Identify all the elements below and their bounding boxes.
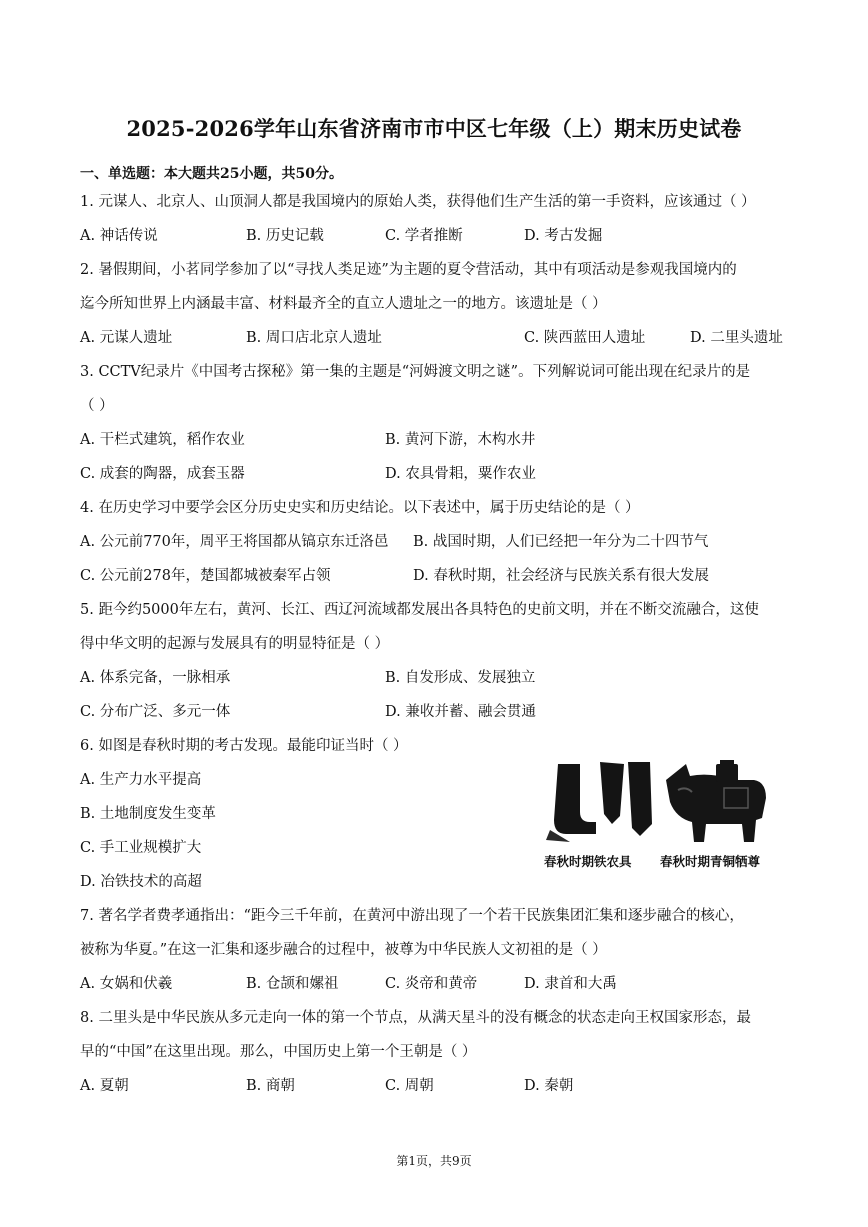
option-b[interactable]: B. 自发形成、发展独立 bbox=[385, 670, 536, 686]
option-c[interactable]: C. 公元前278年，楚国都城被秦军占领 bbox=[80, 568, 331, 584]
figure-caption-left: 春秋时期铁农具 bbox=[544, 854, 632, 869]
question-3-options-row2 bbox=[80, 457, 792, 491]
option-d[interactable]: D. 农具骨耜，粟作农业 bbox=[385, 466, 536, 482]
option-d[interactable]: D. 考古发掘 bbox=[524, 228, 603, 244]
page-number: 第1页，共9页 bbox=[396, 1154, 472, 1168]
option-d[interactable]: D. 隶首和大禹 bbox=[524, 976, 617, 992]
option-c[interactable]: C. 周朝 bbox=[385, 1078, 434, 1094]
option-a[interactable]: A. 神话传说 bbox=[80, 228, 158, 244]
option-a[interactable]: A. 夏朝 bbox=[80, 1078, 129, 1094]
question-3-stem-line2: （ ） bbox=[80, 398, 114, 414]
option-a[interactable]: A. 体系完备，一脉相承 bbox=[80, 670, 231, 686]
option-d[interactable]: D. 冶铁技术的高超 bbox=[80, 874, 202, 890]
section-heading: 一、单选题：本大题共25小题，共50分。 bbox=[80, 166, 343, 182]
figure-caption-right: 春秋时期青铜牺尊 bbox=[660, 854, 761, 869]
question-7-stem-line1: 7. 著名学者费孝通指出：“距今三千年前，在黄河中游出现了一个若干民族集团汇集和逐步融合的核心， bbox=[80, 908, 744, 924]
question-1-stem: 1. 元谋人、北京人、山顶洞人都是我国境内的原始人类，获得他们生产生活的第一手资料，应该通过（ ） bbox=[80, 194, 756, 210]
question-6-figure bbox=[540, 758, 770, 878]
option-a[interactable]: A. 生产力水平提高 bbox=[80, 772, 202, 788]
question-8-stem-line2: 早的“中国”在这里出现。那么，中国历史上第一个王朝是（ ） bbox=[80, 1044, 477, 1060]
question-2-stem-line1: 2. 暑假期间，小茗同学参加了以“寻找人类足迹”为主题的夏令营活动，其中有项活动是参观我国境内的 bbox=[80, 262, 737, 278]
question-4-options-row1 bbox=[80, 525, 792, 559]
question-3-stem-line1: 3. CCTV纪录片《中国考古探秘》第一集的主题是“河姆渡文明之谜”。下列解说词可能出现在纪录片的是 bbox=[80, 364, 751, 380]
option-d[interactable]: D. 秦朝 bbox=[524, 1078, 574, 1094]
question-6-stem: 6. 如图是春秋时期的考古发现。最能印证当时（ ） bbox=[80, 738, 408, 754]
option-c[interactable]: C. 成套的陶器，成套玉器 bbox=[80, 466, 245, 482]
option-d[interactable]: D. 兼收并蓄、融会贯通 bbox=[385, 704, 536, 720]
option-a[interactable]: A. 干栏式建筑，稻作农业 bbox=[80, 432, 245, 448]
question-5-options-row1 bbox=[80, 661, 792, 695]
option-b[interactable]: B. 土地制度发生变革 bbox=[80, 806, 216, 822]
question-5-options-row2 bbox=[80, 695, 792, 729]
option-c[interactable]: C. 陕西蓝田人遗址 bbox=[524, 330, 646, 346]
option-b[interactable]: B. 商朝 bbox=[246, 1078, 295, 1094]
question-8-options bbox=[80, 1069, 792, 1103]
option-a[interactable]: A. 女娲和伏羲 bbox=[80, 976, 173, 992]
page-title: 2025-2026学年山东省济南市市中区七年级（上）期末历史试卷 bbox=[126, 116, 742, 141]
option-c[interactable]: C. 分布广泛、多元一体 bbox=[80, 704, 231, 720]
option-d[interactable]: D. 春秋时期，社会经济与民族关系有很大发展 bbox=[413, 568, 709, 584]
option-a[interactable]: A. 公元前770年，周平王将国都从镐京东迁洛邑 bbox=[80, 534, 389, 550]
option-c[interactable]: C. 手工业规模扩大 bbox=[80, 840, 202, 856]
option-b[interactable]: B. 仓颉和嫘祖 bbox=[246, 976, 339, 992]
question-1-options bbox=[80, 219, 792, 253]
question-4-stem: 4. 在历史学习中要学会区分历史史实和历史结论。以下表述中，属于历史结论的是（ ） bbox=[80, 500, 640, 516]
option-b[interactable]: B. 周口店北京人遗址 bbox=[246, 330, 382, 346]
question-8-stem-line1: 8. 二里头是中华民族从多元走向一体的第一个节点，从满天星斗的没有概念的状态走向王权国家形态，最 bbox=[80, 1010, 751, 1026]
question-7-stem-line2: 被称为华夏。”在这一汇集和逐步融合的过程中，被尊为中华民族人文初祖的是（ ） bbox=[80, 942, 607, 958]
option-b[interactable]: B. 历史记载 bbox=[246, 228, 324, 244]
option-a[interactable]: A. 元谋人遗址 bbox=[80, 330, 173, 346]
option-b[interactable]: B. 黄河下游，木构水井 bbox=[385, 432, 536, 448]
question-7-options bbox=[80, 967, 792, 1001]
option-b[interactable]: B. 战国时期，人们已经把一年分为二十四节气 bbox=[413, 534, 709, 550]
option-c[interactable]: C. 学者推断 bbox=[385, 228, 463, 244]
question-5-stem-line1: 5. 距今约5000年左右，黄河、长江、西辽河流域都发展出各具特色的史前文明，并在不断交流融合，这使 bbox=[80, 602, 759, 618]
option-c[interactable]: C. 炎帝和黄帝 bbox=[385, 976, 478, 992]
question-3-options-row1 bbox=[80, 423, 792, 457]
question-2-stem-line2: 迄今所知世界上内涵最丰富、材料最齐全的直立人遗址之一的地方。该遗址是（ ） bbox=[80, 296, 607, 312]
question-5-stem-line2: 得中华文明的起源与发展具有的明显特征是（ ） bbox=[80, 636, 390, 652]
question-2-options bbox=[80, 321, 792, 355]
question-4-options-row2 bbox=[80, 559, 792, 593]
option-d[interactable]: D. 二里头遗址 bbox=[690, 330, 783, 346]
